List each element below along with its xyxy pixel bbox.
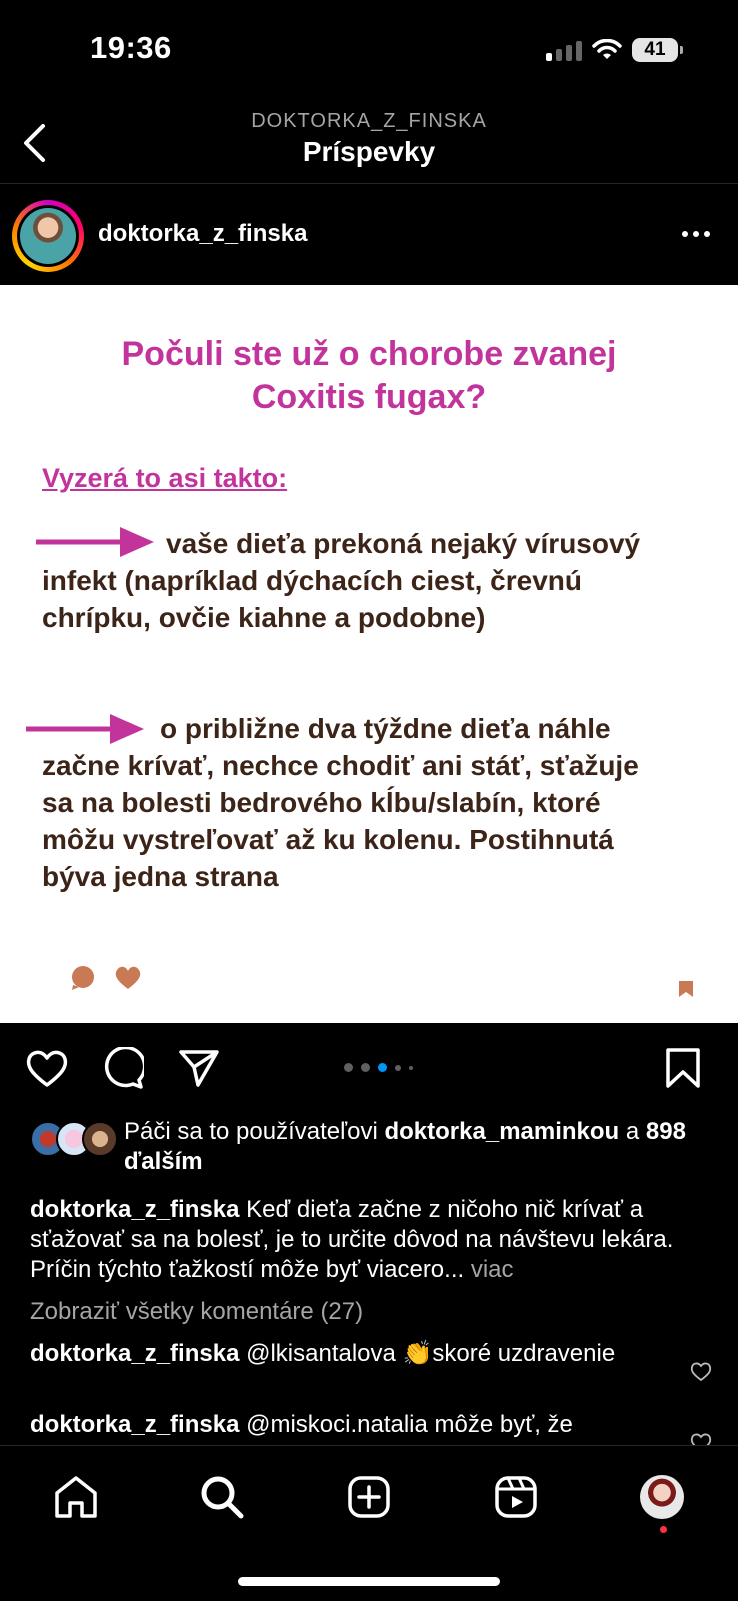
bookmark-icon	[665, 1047, 701, 1089]
status-icons	[546, 38, 678, 62]
comment-text: @miskoci.natalia môže byť, že	[239, 1411, 573, 1438]
view-all-comments-link[interactable]: Zobraziť všetky komentáre (27)	[30, 1298, 364, 1325]
home-indicator[interactable]	[238, 1577, 500, 1586]
post-avatar[interactable]	[12, 200, 84, 272]
likes-text[interactable]: Páči sa to používateľovi doktorka_maminkou a 898 ďalším	[124, 1118, 686, 1175]
signal-icon	[546, 39, 582, 61]
share-icon	[178, 1048, 220, 1088]
carousel-indicator	[344, 1063, 413, 1072]
post-caption	[30, 1195, 710, 1285]
save-button[interactable]	[660, 1045, 706, 1091]
post-actions	[0, 1045, 738, 1095]
nav-home[interactable]	[50, 1471, 102, 1523]
create-icon	[347, 1475, 391, 1519]
heart-decor-icon	[114, 965, 142, 991]
post-username[interactable]: doktorka_z_finska	[98, 220, 308, 247]
comment-username[interactable]: doktorka_z_finska	[30, 1411, 240, 1438]
wifi-icon	[592, 39, 622, 61]
comment-text: @lkisantalova 👏skoré uzdravenie	[239, 1340, 616, 1367]
nav-reels[interactable]	[490, 1471, 542, 1523]
image-point-1: vaše dieťa prekoná nejaký vírusový infekt (napríklad dýchacích ciest, črevnú chrípku, ovčie kiahne a podobne)	[42, 528, 641, 633]
notification-dot	[660, 1526, 667, 1533]
battery-icon: 41	[632, 38, 678, 62]
liker-avatars[interactable]	[30, 1121, 118, 1155]
page-title: Príspevky	[302, 136, 436, 167]
likes-count[interactable]: 898 ďalším	[124, 1118, 686, 1175]
home-icon	[53, 1475, 99, 1519]
caption-more-link[interactable]: viac	[464, 1256, 514, 1283]
post-image[interactable]	[0, 285, 738, 1023]
reels-icon	[494, 1475, 538, 1519]
liker-username[interactable]: doktorka_maminkou	[384, 1118, 620, 1145]
comment-item	[30, 1339, 670, 1369]
comment-item	[30, 1410, 670, 1440]
comment-icon	[102, 1047, 144, 1089]
more-icon[interactable]	[678, 222, 714, 246]
nav-profile[interactable]	[636, 1471, 688, 1523]
comment-button[interactable]	[100, 1045, 146, 1091]
header-account: DOKTORKA_Z_FINSKA	[251, 110, 487, 132]
avatar	[82, 1121, 118, 1157]
image-title: Počuli ste už o chorobe zvanej Coxitis fugax?	[121, 335, 617, 416]
caption-text: Keď dieťa začne z ničoho nič krívať a sťažovať sa na bolesť, je to určite dôvod na návštevu lekára. Príčin týchto ťažkostí môže byť viacero...	[30, 1196, 674, 1283]
like-button[interactable]	[24, 1045, 70, 1091]
avatar	[640, 1475, 684, 1519]
image-decor-icons	[70, 965, 142, 991]
share-button[interactable]	[176, 1045, 222, 1091]
comment-username[interactable]: doktorka_z_finska	[30, 1340, 240, 1367]
status-time: 19:36	[90, 30, 172, 65]
image-subtitle: Vyzerá to asi takto:	[42, 463, 288, 493]
search-icon	[199, 1474, 245, 1520]
nav-search[interactable]	[196, 1471, 248, 1523]
nav-create[interactable]	[343, 1471, 395, 1523]
heart-icon	[25, 1048, 69, 1088]
speech-bubble-icon	[70, 965, 96, 991]
image-point-2: o približne dva týždne dieťa náhle začne krívať, nechce chodiť ani stáť, sťažuje sa na bolesti bedrového kĺbu/slabín, ktoré môžu vystreľovať až ku kolenu. Postihnutá býva jedna strana	[42, 713, 639, 892]
header-divider	[0, 183, 738, 184]
bookmark-decor-icon	[678, 980, 694, 998]
caption-username[interactable]: doktorka_z_finska	[30, 1196, 240, 1223]
comment-like-icon[interactable]	[690, 1362, 712, 1382]
